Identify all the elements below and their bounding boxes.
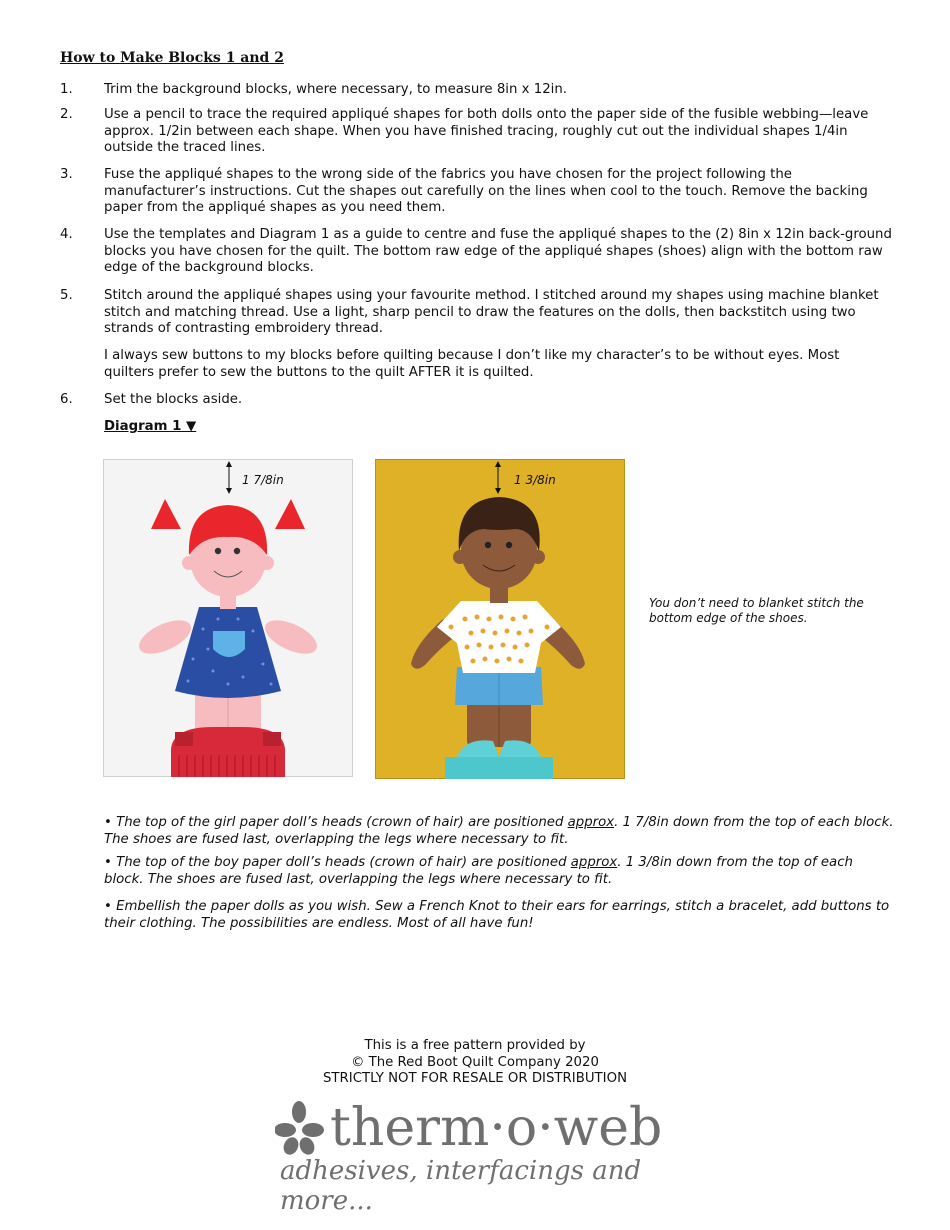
bullet-text: . 1 7/8in down from the top of each block. The shoes are fused last, overlapping the legs where necessary to fit. (104, 815, 894, 847)
girl-measure-label: 1 7/8in (242, 473, 284, 487)
bullet-embellish (104, 899, 894, 932)
step-number: 3. (60, 167, 73, 182)
step-text: Stitch around the appliqué shapes using your favourite method. I stitched around my shapes using machine blanket stitch and matching thread. Use a light, sharp pencil to draw the features on the dolls, then backstitch using two strands of contrasting embroidery thread. (104, 288, 879, 336)
step-text: Trim the background blocks, where necessary, to measure 8in x 12in. (104, 82, 568, 97)
thermoweb-logo (275, 1098, 675, 1216)
footer-line-1: This is a free pattern provided by (364, 1038, 586, 1053)
girl-doll-block (103, 459, 353, 777)
bullet-text: • The top of the girl paper doll’s heads (crown of hair) are positioned (104, 815, 568, 830)
girl-eye-left (215, 548, 221, 554)
girl-doll-illustration (103, 459, 353, 777)
bullet-underline: approx (570, 855, 618, 870)
step-number: 6. (60, 392, 73, 407)
step-number: 4. (60, 227, 73, 242)
step-5-note: I always sew buttons to my blocks before quilting because I don’t like my character’s to be without eyes. Most quilters prefer to sew the buttons to the quilt AFTER it is quilted. (104, 348, 840, 380)
step-text: Use the templates and Diagram 1 as a guide to centre and fuse the appliqué shapes to the (2) 8in x 12in back-ground blocks you have chosen for the quilt. The bottom raw edge of the appliqué shapes (shoes) align with the bottom raw edge of the background blocks. (104, 227, 892, 275)
boy-shoes (445, 757, 553, 779)
flower-icon (275, 1100, 325, 1160)
page-heading: How to Make Blocks 1 and 2 (60, 50, 284, 66)
boy-eye-left (485, 542, 491, 548)
diagram-label: Diagram 1 ▼ (104, 419, 197, 434)
logo-tagline: adhesives, interfacings and more... (280, 1156, 642, 1216)
girl-eye-right (234, 548, 240, 554)
step-number: 1. (60, 82, 73, 97)
boy-eye-right (506, 542, 512, 548)
step-text: Use a pencil to trace the required appliqué shapes for both dolls onto the paper side of the fusible webbing—leave approx. 1/2in between each shape. When you have finished tracing, roughly cut out the individual shapes 1/4in outside the traced lines. (104, 107, 869, 155)
bullet-boy (104, 855, 894, 888)
step-number: 2. (60, 107, 73, 122)
bullet-text: • Embellish the paper dolls as you wish. Sew a French Knot to their ears for earrings, stitch a bracelet, add buttons to their clothing. The possibilities are endless. Most of all have fun! (104, 899, 890, 931)
boy-doll-illustration (375, 459, 625, 779)
bullet-text: • The top of the boy paper doll’s heads (crown of hair) are positioned (104, 855, 571, 870)
bullet-girl (104, 815, 894, 848)
step-number: 5. (60, 288, 73, 303)
side-note: You don’t need to blanket stitch the bottom edge of the shoes. (649, 596, 864, 625)
step-text: Fuse the appliqué shapes to the wrong side of the fabrics you have chosen for the project following the manufacturer’s instructions. Cut the shapes out carefully on the lines when cool to the touch. Remove the backing paper from the appliqué shapes as you need them. (104, 167, 868, 215)
footer-line-2: © The Red Boot Quilt Company 2020 (351, 1055, 599, 1070)
bullet-underline: approx (567, 815, 615, 830)
logo-wordmark: therm·o·web (330, 1098, 663, 1158)
footer-line-3: STRICTLY NOT FOR RESALE OR DISTRIBUTION (322, 1071, 628, 1086)
bullet-text: . 1 3/8in down from the top of each block. The shoes are fused last, overlapping the legs where necessary to fit. (104, 855, 853, 887)
boy-doll-block (375, 459, 625, 779)
step-text: Set the blocks aside. (104, 392, 243, 407)
boy-measure-label: 1 3/8in (514, 473, 556, 487)
